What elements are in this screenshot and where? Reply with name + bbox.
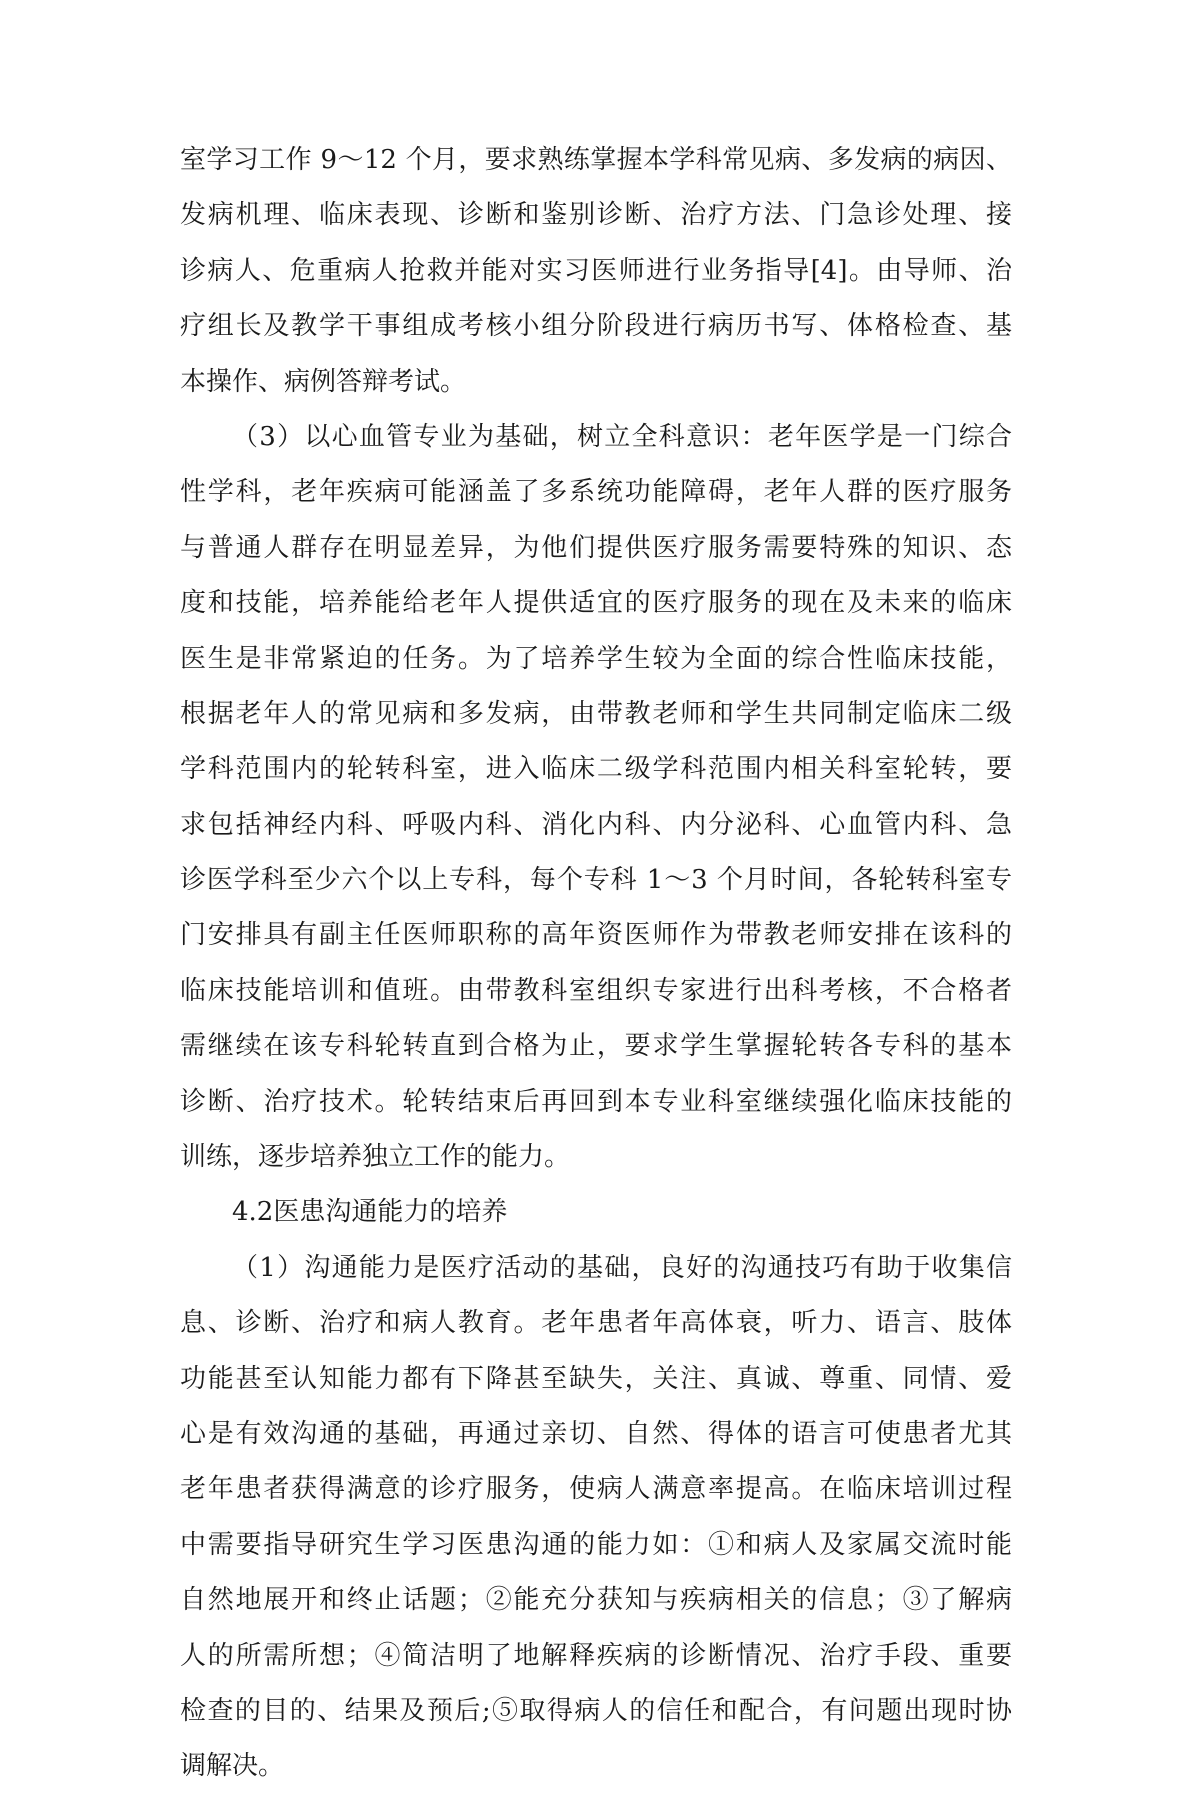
text-line: 训练，逐步培养独立工作的能力。 (180, 1142, 571, 1173)
paragraph-first-line: （1）沟通能力是医疗活动的基础，良好的沟通技巧有助于收集信 (232, 1252, 1012, 1283)
text-line: 中需要指导研究生学习医患沟通的能力如：①和病人及家属交流时能 (180, 1529, 1012, 1560)
text-line: 诊医学科至少六个以上专科，每个专科 1～3 个月时间，各轮转科室专 (180, 865, 1012, 896)
text-line: 息、诊断、治疗和病人教育。老年患者年高体衰，听力、语言、肢体 (180, 1308, 1012, 1339)
text-line: 诊断、治疗技术。轮转结束后再回到本专业科室继续强化临床技能的 (180, 1086, 1012, 1117)
text-line: 心是有效沟通的基础，再通过亲切、自然、得体的语言可使患者尤其 (180, 1418, 1012, 1449)
text-line: 功能甚至认知能力都有下降甚至缺失，关注、真诚、尊重、同情、爱 (180, 1363, 1012, 1394)
text-line: 疗组长及教学干事组成考核小组分阶段进行病历书写、体格检查、基 (180, 311, 1012, 342)
text-line: 老年患者获得满意的诊疗服务，使病人满意率提高。在临床培训过程 (180, 1474, 1012, 1505)
text-line: 人的所需所想；④简洁明了地解释疾病的诊断情况、治疗手段、重要 (180, 1640, 1012, 1671)
text-line: 本操作、病例答辩考试。 (180, 366, 467, 397)
text-line: 需继续在该专科轮转直到合格为止，要求学生掌握轮转各专科的基本 (180, 1031, 1012, 1062)
text-line: 发病机理、临床表现、诊断和鉴别诊断、治疗方法、门急诊处理、接 (180, 200, 1012, 231)
text-line: 求包括神经内科、呼吸内科、消化内科、内分泌科、心血管内科、急 (180, 809, 1012, 840)
text-line: 根据老年人的常见病和多发病，由带教老师和学生共同制定临床二级 (180, 698, 1012, 729)
section-heading: 4.2医患沟通能力的培养 (232, 1197, 508, 1228)
text-line: 室学习工作 9～12 个月，要求熟练掌握本学科常见病、多发病的病因、 (180, 145, 1012, 175)
text-line: 调解决。 (180, 1751, 285, 1782)
text-line: 性学科，老年疾病可能涵盖了多系统功能障碍，老年人群的医疗服务 (180, 477, 1012, 508)
text-line: 学科范围内的轮转科室，进入临床二级学科范围内相关科室轮转，要 (180, 754, 1012, 785)
paragraph-first-line: （3）以心血管专业为基础，树立全科意识：老年医学是一门综合 (232, 421, 1012, 452)
text-line: 门安排具有副主任医师职称的高年资医师作为带教老师安排在该科的 (180, 920, 1012, 951)
text-line: 自然地展开和终止话题；②能充分获知与疾病相关的信息；③了解病 (180, 1585, 1012, 1616)
body-text (180, 133, 1012, 1795)
text-line: 诊病人、危重病人抢救并能对实习医师进行业务指导[4]。由导师、治 (180, 255, 1012, 286)
text-line: 检查的目的、结果及预后;⑤取得病人的信任和配合，有问题出现时协 (180, 1695, 1012, 1726)
text-line: 与普通人群存在明显差异，为他们提供医疗服务需要特殊的知识、态 (180, 532, 1012, 563)
text-line: 度和技能，培养能给老年人提供适宜的医疗服务的现在及未来的临床 (180, 588, 1012, 619)
text-line: 临床技能培训和值班。由带教科室组织专家进行出科考核，不合格者 (180, 975, 1012, 1006)
text-line: 医生是非常紧迫的任务。为了培养学生较为全面的综合性临床技能， (180, 643, 1012, 674)
